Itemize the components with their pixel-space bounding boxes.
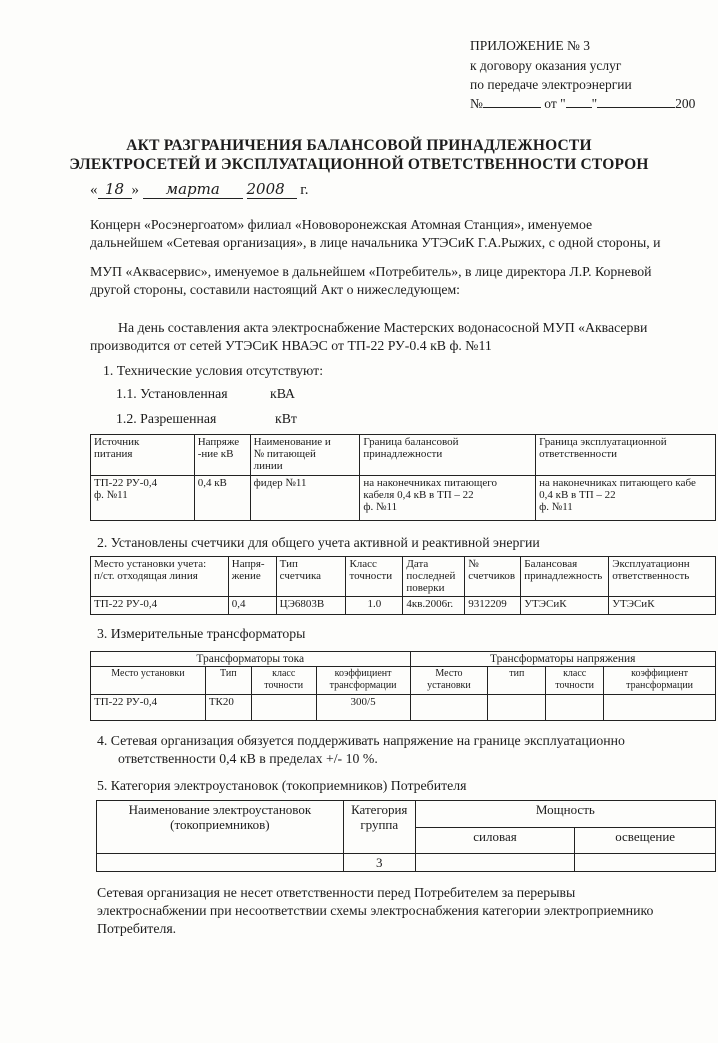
th-vt-ratio: коэффициент трансформации [604, 667, 716, 695]
table-row [97, 854, 716, 872]
meters-table [90, 556, 716, 615]
th-ct-type: Тип [205, 667, 251, 695]
meters-table-header [91, 557, 716, 597]
group-voltage-transformers: Трансформаторы напряжения [410, 652, 715, 667]
th-power: Мощность [415, 801, 715, 828]
appendix-title: ПРИЛОЖЕНИЕ № 3 [470, 38, 591, 53]
installed-label: 1.1. Установленная [116, 386, 228, 401]
th-ct-location: Место установки [91, 667, 206, 695]
cell-line-name: фидер №11 [250, 476, 360, 521]
cell-operation-boundary: на наконечниках питающего кабе 0,4 кВ в ТП – 22 ф. №11 [536, 476, 716, 521]
cell-meter-operation: УТЭСиК [609, 597, 716, 615]
th-line-name: Наименование и № питающей линии [250, 435, 360, 476]
date-quote-open: « [90, 182, 98, 198]
appendix-number-line [470, 96, 695, 112]
boundary-table-header [91, 435, 716, 476]
cell-power-lighting [575, 854, 716, 872]
categories-table [96, 800, 716, 872]
th-ct-ratio: коэффициент трансформации [316, 667, 410, 695]
table-row [91, 597, 716, 615]
act-title-line2: ЭЛЕКТРОСЕТЕЙ И ЭКСПЛУАТАЦИОННОЙ ОТВЕТСТВЕННОСТИ СТОРОН [69, 156, 649, 173]
th-source: Источник питания [91, 435, 195, 476]
cell-category: 3 [343, 854, 415, 872]
act-title-line1: АКТ РАЗГРАНИЧЕНИЯ БАЛАНСОВОЙ ПРИНАДЛЕЖНОСТИ [126, 137, 592, 154]
transformers-table [90, 651, 716, 721]
table-row [91, 695, 716, 721]
allowed-label: 1.2. Разрешенная [116, 411, 217, 426]
th-vt-location: Место установки [410, 667, 488, 695]
table-row [91, 476, 716, 521]
th-power-load: силовая [415, 828, 575, 854]
section2-heading: 2. Установлены счетчики для общего учета активной и реактивной энергии [97, 535, 540, 550]
cell-power-load [415, 854, 575, 872]
cell-ct-type: ТК20 [205, 695, 251, 721]
allowed-unit: кВт [275, 411, 297, 426]
th-meter-balance: Балансовая принадлежность [521, 557, 609, 597]
intro-line3: МУП «Аквасервис», именуемое в дальнейшем «Потребитель», в лице директора Л.Р. Корневой [90, 264, 652, 279]
act-date [90, 180, 308, 199]
date-month: марта [143, 180, 243, 199]
th-meter-voltage: Напря- жение [228, 557, 276, 597]
section4-line1: 4. Сетевая организация обязуется поддерживать напряжение на границе эксплуатационно [97, 733, 625, 748]
cell-ct-location: ТП-22 РУ-0,4 [91, 695, 206, 721]
th-meter-date: Дата последней поверки [403, 557, 465, 597]
intro-line4: другой стороны, составили настоящий Акт о нижеследующем: [90, 282, 461, 297]
cell-meter-location: ТП-22 РУ-0,4 [91, 597, 229, 615]
th-category: Категория группа [343, 801, 415, 854]
cell-meter-type: ЦЭ6803В [276, 597, 346, 615]
date-suffix: г. [300, 182, 309, 198]
supply-line1: На день составления акта электроснабжение Мастерских водонасосной МУП «Аквасерви [118, 320, 648, 335]
th-meter-operation: Эксплуатационн ответственность [609, 557, 716, 597]
transformers-table-header [91, 667, 716, 695]
closing-line2: электроснабжении при несоответствии схемы электроснабжения категории электроприемнико [97, 903, 654, 918]
date-day: 18 [98, 180, 132, 199]
th-balance-boundary: Граница балансовой принадлежности [360, 435, 536, 476]
quote-close: " [591, 96, 598, 111]
section1-heading: 1. Технические условия отсутствуют: [103, 363, 324, 378]
th-operation-boundary: Граница эксплуатационной ответственности [536, 435, 716, 476]
intro-line1: Концерн «Росэнергоатом» филиал «Нововоронежская Атомная Станция», именуемое [90, 217, 593, 232]
cell-balance-boundary: на наконечниках питающего кабеля 0,4 кВ в ТП – 22 ф. №11 [360, 476, 536, 521]
th-vt-type: тип [488, 667, 546, 695]
cell-meter-date: 4кв.2006г. [403, 597, 465, 615]
section3-heading: 3. Измерительные трансформаторы [97, 626, 306, 641]
number-sign: № [470, 96, 483, 111]
th-voltage: Напряже -ние кВ [194, 435, 250, 476]
th-meter-location: Место установки учета: п/ст. отходящая линия [91, 557, 229, 597]
cell-meter-voltage: 0,4 [228, 597, 276, 615]
th-installation-name: Наименование электроустановок (токоприемников) [97, 801, 344, 854]
th-vt-class: класс точности [546, 667, 604, 695]
th-meter-number: № счетчиков [465, 557, 521, 597]
cell-vt-ratio [604, 695, 716, 721]
appendix-service-line: по передаче электроэнергии [470, 77, 632, 92]
cell-voltage: 0,4 кВ [194, 476, 250, 521]
closing-line1: Сетевая организация не несет ответственности перед Потребителем за перерывы [97, 885, 576, 900]
cell-installation-name [97, 854, 344, 872]
date-quote-close: » [131, 182, 139, 198]
from-word: от [544, 96, 557, 111]
cell-source: ТП-22 РУ-0,4 ф. №11 [91, 476, 195, 521]
installed-unit: кВА [270, 386, 295, 401]
cell-vt-class [546, 695, 604, 721]
section5-heading: 5. Категория электроустановок (токоприемников) Потребителя [97, 778, 467, 793]
group-current-transformers: Трансформаторы тока [91, 652, 411, 667]
categories-table-header [97, 801, 716, 828]
cell-ct-class [251, 695, 316, 721]
section4-line2: ответственности 0,4 кВ в пределах +/- 10 %. [118, 751, 378, 766]
closing-line3: Потребителя. [97, 921, 177, 936]
appendix-contract-line: к договору оказания услуг [470, 58, 622, 73]
cell-meter-balance: УТЭСиК [521, 597, 609, 615]
th-meter-class: Класс точности [346, 557, 403, 597]
cell-vt-location [410, 695, 488, 721]
cell-meter-number: 9312209 [465, 597, 521, 615]
transformers-group-header [91, 652, 716, 667]
year-prefix: 200 [675, 96, 696, 111]
th-ct-class: класс точности [251, 667, 316, 695]
th-meter-type: Тип счетчика [276, 557, 346, 597]
boundary-table [90, 434, 716, 521]
cell-vt-type [488, 695, 546, 721]
quote-open: " [560, 96, 566, 111]
cell-meter-class: 1.0 [346, 597, 403, 615]
th-power-lighting: освещение [575, 828, 716, 854]
date-year: 2008 [247, 180, 297, 199]
supply-line2: производится от сетей УТЭСиК НВАЭС от ТП-22 РУ-0.4 кВ ф. №11 [90, 338, 492, 353]
cell-ct-ratio: 300/5 [316, 695, 410, 721]
intro-line2: дальнейшем «Сетевая организация», в лице начальника УТЭСиК Г.А.Рыжих, с одной стороны, и [90, 235, 661, 250]
